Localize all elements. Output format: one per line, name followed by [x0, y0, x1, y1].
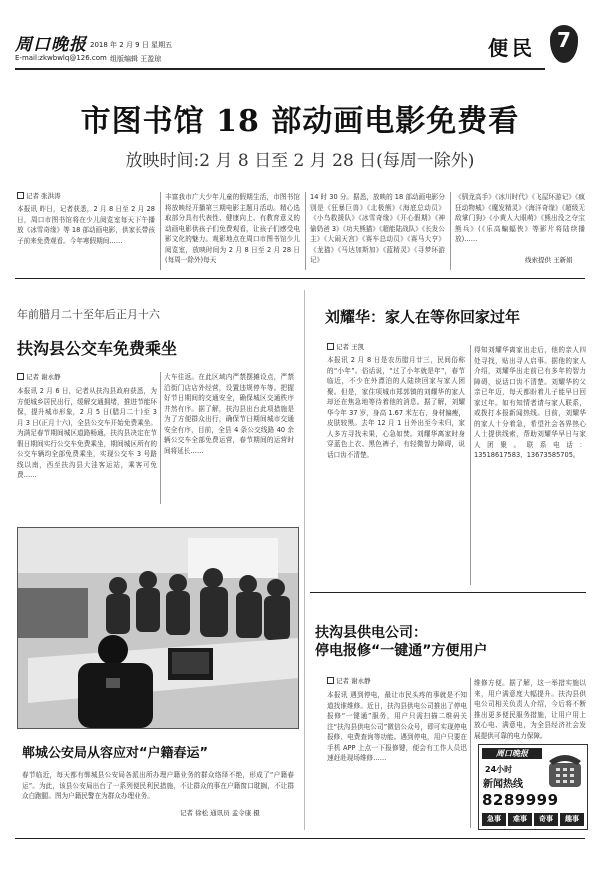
- header-email: E-mail:zkwbwlq@126.com: [15, 54, 107, 62]
- lead-col-4: 《驯龙高手》《冰川时代》《飞屋环游记》《疯狂动物城》《魔发精灵》《海洋奇缘》《超级无敌掌门狗》《小黄人大眼萌》《熊出没之夺宝熊兵》(《乐高蝙蝠侠》等影片将陆续播放)……: [455, 193, 585, 243]
- liu-headline: 刘耀华：家人在等你回家过年: [325, 308, 521, 326]
- telephone-icon: [547, 749, 583, 789]
- hotline-tag: 急事: [482, 813, 506, 826]
- hotline-label: 新闻热线: [483, 779, 523, 790]
- header-rule: [15, 68, 545, 70]
- lead-subheadline: 放映时间:2 月 8 日至 2 月 28 日(每周一除外): [125, 151, 475, 171]
- hotline-tag: 难事: [508, 813, 532, 826]
- bus-kicker: 年前腊月二十至年后正月十六: [17, 308, 160, 321]
- column-divider: [450, 192, 451, 270]
- photo-credit: 记者 徐松 通讯员 孟令康 摄: [180, 809, 260, 817]
- bus-headline: 扶沟县公交车免费乘坐: [17, 339, 178, 358]
- power-col-2: 维修方便。据了解，这一举措实施以来，用户满意度大幅提升。扶沟县供电公司相关负责人介绍，今后将不断推出更多便民服务措施，让用户用上放心电、满意电，为全县经济社会发展提供可靠的电力保障。: [474, 679, 586, 740]
- hotline-tag: 趣事: [560, 813, 584, 826]
- masthead-logo: 周口晚报: [15, 35, 87, 55]
- header-editor: 组版编辑 王盈琼: [110, 55, 162, 63]
- photo-frame: [17, 527, 299, 729]
- hotline-ad: [478, 744, 588, 830]
- power-byline: 记者 谢永静: [327, 676, 371, 685]
- power-headline-1: 扶沟县供电公司：: [315, 625, 427, 641]
- section-rule: [310, 592, 586, 593]
- lead-headline: 市图书馆 18 部动画电影免费看: [80, 104, 520, 139]
- lead-col-3: 14 时 30 分。据悉，放映的 18 部动画电影分别是《狂暴巨兽》《北极熊》《海底总动员》《小鸟救援队》《冰雪奇缘》《开心假期》《神偷奶爸 3》《功夫熊猫》《超能陆战队》《长发公主》《大闹天宫》《赛车总动员》《赛马大亨》《龙猫》《马达加斯加》《蓝精灵》《寻梦环游记》: [310, 193, 445, 264]
- liu-col-2: 得知刘耀华离家出走后，他的亲人四处寻找，贴出寻人启事。据他的家人介绍，刘耀华出走前已有多年的智力障碍，说话口齿不清楚。刘耀华的父亲已年迈，每天都盼着儿子能早日回家过年。如有知情者请与家人联系，或拨打本报新闻热线。目前，刘耀华的家人十分着急，希望社会各界热心人士提供线索，帮助刘耀华早日与家人团聚。联系电话：13518617583、13673585705。: [474, 346, 586, 459]
- bus-col-2: 大车往返。在此区域内严禁摆摊设点，严禁沿街门店店外经营，设置违规停车等。把握好节日期间的交通安全，确保城区交通秩序井然有序。据了解，扶沟县出台此项措施是为了方便群众出行，确保节日期间城市交通安全有序，目前，全县 4 条公交线路 40 余辆公交车全部免费运营，春节期间的运营时间将延长……: [164, 373, 294, 455]
- column-divider: [470, 345, 471, 585]
- bus-col-1: 本报讯 2 月 6 日，记者从扶沟县政府获悉，为方便城乡居民出行，缓解交通拥堵，推进节能环保，提升城市形象，2 月 5 日(腊月二十)至 3 月 3 日(正月十六)，全县公交车开始免费乘坐。为满足春节期间城区道路畅通，扶沟县决定在节假日期间实行公交车免费乘坐，期间城区所有的公交车辆均全部免费乘坐，实现公交车 3 号路线以南，西至扶沟县大洼客运站，乘客可免费……: [17, 387, 157, 479]
- hotline-tags: [482, 813, 584, 826]
- column-divider: [305, 192, 306, 270]
- section-title: 便民: [488, 36, 536, 60]
- lead-byline: 记者 张洪涛: [17, 191, 61, 200]
- power-headline-2: 停电报修“一键通”方便用户: [315, 643, 488, 659]
- footer-rule: [15, 838, 585, 839]
- hotline-hours: 24小时: [485, 765, 513, 774]
- power-col-1: 本报讯 遇到停电，最让市民头疼的事就是不知道找谁维修。近日，扶沟县供电公司推出了停电报修“一键通”服务，用户只需扫描二维码关注“扶沟县供电公司”微信公众号，即可实现停电报修、电费查询等功能。遇到停电，用户只要在手机 APP 上点一下报修键，便会有工作人员迅速赶赴现场维修……: [327, 691, 467, 762]
- page-number: 7: [557, 28, 571, 52]
- photo-divider: [304, 290, 305, 830]
- lead-col-2: 丰富我市广大少年儿童的假期生活，市图书馆将放映经开播第三期电影主题月活动。精心选取部分具有代表性、健康向上、有教育意义的动画电影供孩子们免费观看，让孩子们感受电影文化的魅力。观影地点在周口市图书馆少儿阅览室，放映时间为 2 月 8 日至 2 月 28 日(每周一除外)每天: [165, 193, 300, 264]
- police-office-photo: [18, 528, 298, 728]
- bus-byline: 记者 谢永静: [17, 372, 61, 381]
- liu-col-1: 本报讯 2 月 8 日是农历腊月廿三，民间俗称的“小年”。俗话说，“过了小年就是年”，春节临近，不少在外漂泊的人陆续回家与家人团聚。但是，家住项城市郑郭镇的刘耀华的家人却还在焦急地等待着他的消息。据了解，刘耀华今年 37 岁，身高 1.67 米左右，身材偏瘦，皮肤较黑。去年 12 月 1 日外出至今未归，家人多方寻找未果，心急如焚。刘耀华离家时身穿蓝色上衣、黑色裤子，有轻微智力障碍，说话口齿不清楚。: [327, 356, 465, 459]
- hotline-logo: 周口晚报: [482, 748, 542, 759]
- section-rule: [15, 278, 585, 279]
- hotline-number: 8289999: [482, 791, 559, 809]
- photo-headline: 郸城公安局从容应对“户籍春运”: [22, 746, 209, 761]
- column-divider: [160, 192, 161, 270]
- hotline-tag: 奇事: [534, 813, 558, 826]
- lead-credit: 线索提供 王新娟: [525, 256, 573, 264]
- column-divider: [160, 372, 161, 504]
- header-date: 2018 年 2 月 9 日 星期五: [90, 41, 173, 49]
- liu-byline: 记者 王凯: [327, 342, 364, 351]
- lead-col-1: 本报讯 昨日，记者获悉，2 月 8 日至 2 月 28 日，周口市图书馆将在少儿阅览室每天下午播放《冰雪奇缘》等 18 部动画电影，供家长带孩子前来免费观看。今年寒假期间……: [17, 205, 155, 245]
- photo-caption: 春节临近，每天都有郸城县公安局各派出所办理户籍业务的群众络绎不绝，形成了“户籍春运”。为此，该县公安局出台了一系列便民利民措施，不让群众的事在户籍窗口耽搁，不让群众白跑腿。图为户籍民警在为群众办理业务。: [22, 771, 294, 800]
- column-divider: [470, 678, 471, 828]
